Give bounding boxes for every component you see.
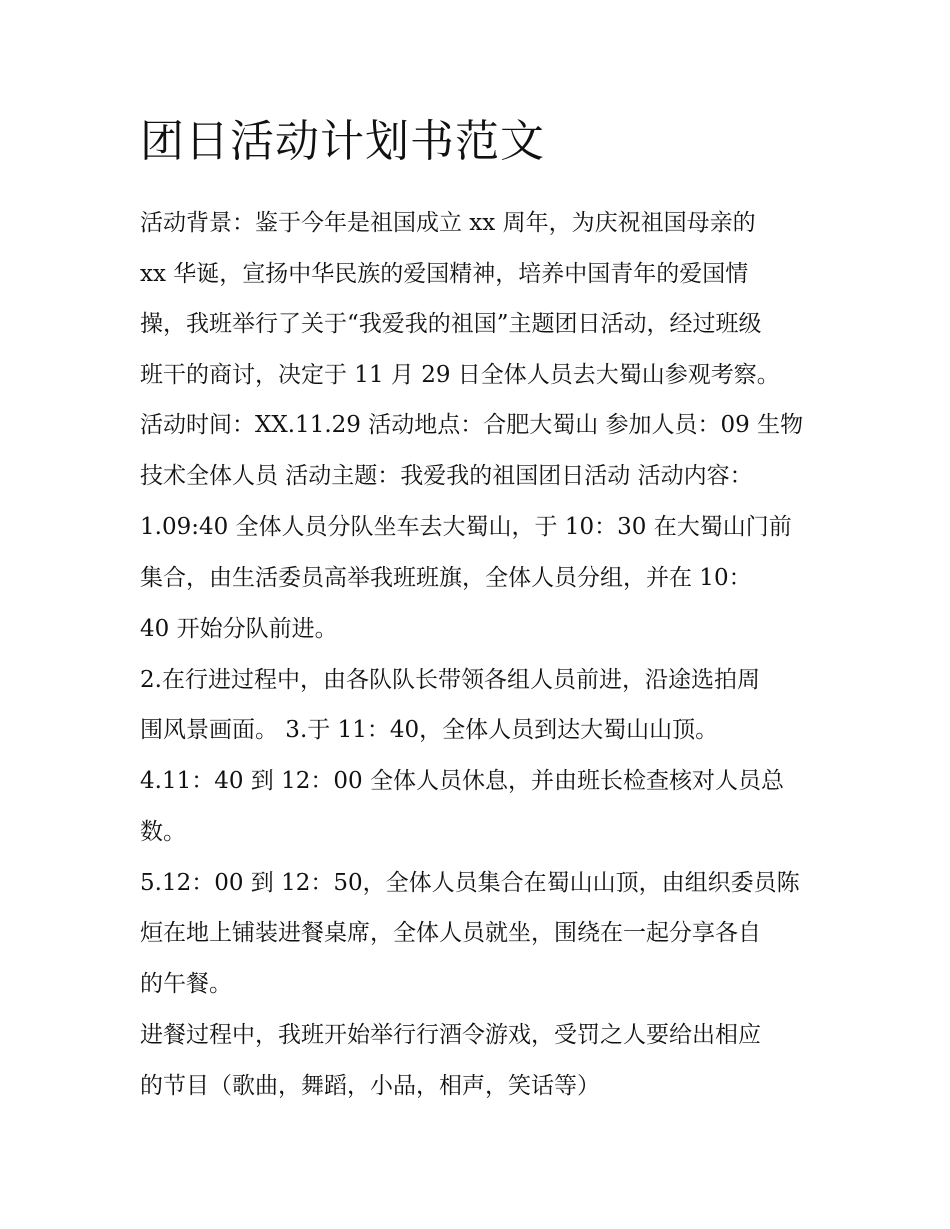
text-line: 班干的商讨，决定于 11 月 29 日全体人员去大蜀山参观考察。 xyxy=(140,362,780,388)
text-line: 4.11：40 到 12：00 全体人员休息，并由班长检查核对人员总 xyxy=(140,768,784,794)
text-line: 40 开始分队前进。 xyxy=(140,616,338,642)
text-line: 2.在行进过程中，由各队队长带领各组人员前进，沿途选拍周 xyxy=(140,667,760,693)
text-line: 活动背景：鉴于今年是祖国成立 xx 周年，为庆祝祖国母亲的 xyxy=(140,210,756,236)
text-line: 进餐过程中，我班开始举行行酒令游戏，受罚之人要给出相应 xyxy=(140,1022,761,1048)
text-line: xx 华诞，宣扬中华民族的爱国精神，培养中国青年的爱国情 xyxy=(140,261,749,287)
text-line: 的午餐。 xyxy=(140,971,232,997)
text-line: 活动时间：XX.11.29 活动地点：合肥大蜀山 参加人员：09 生物 xyxy=(140,412,804,438)
text-line: 操，我班举行了关于“我爱我的祖国”主题团日活动，经过班级 xyxy=(140,311,762,337)
text-line: 烜在地上铺装进餐桌席，全体人员就坐，围绕在一起分享各自 xyxy=(140,920,761,946)
text-line: 1.09:40 全体人员分队坐车去大蜀山，于 10：30 在大蜀山门前 xyxy=(140,514,792,540)
text-line: 数。 xyxy=(140,819,186,845)
text-line: 围风景画面。 3.于 11：40，全体人员到达大蜀山山顶。 xyxy=(140,717,719,743)
text-line: 5.12：00 到 12：50，全体人员集合在蜀山山顶，由组织委员陈 xyxy=(140,870,800,896)
text-line: 的节目（歌曲，舞蹈，小品，相声，笑话等） xyxy=(140,1073,600,1099)
text-line: 集合，由生活委员高举我班班旗，全体人员分组，并在 10： xyxy=(140,565,752,591)
document-title: 团日活动计划书范文 xyxy=(140,116,545,167)
text-line: 技术全体人员 活动主题：我爱我的祖国团日活动 活动内容： xyxy=(140,463,753,489)
